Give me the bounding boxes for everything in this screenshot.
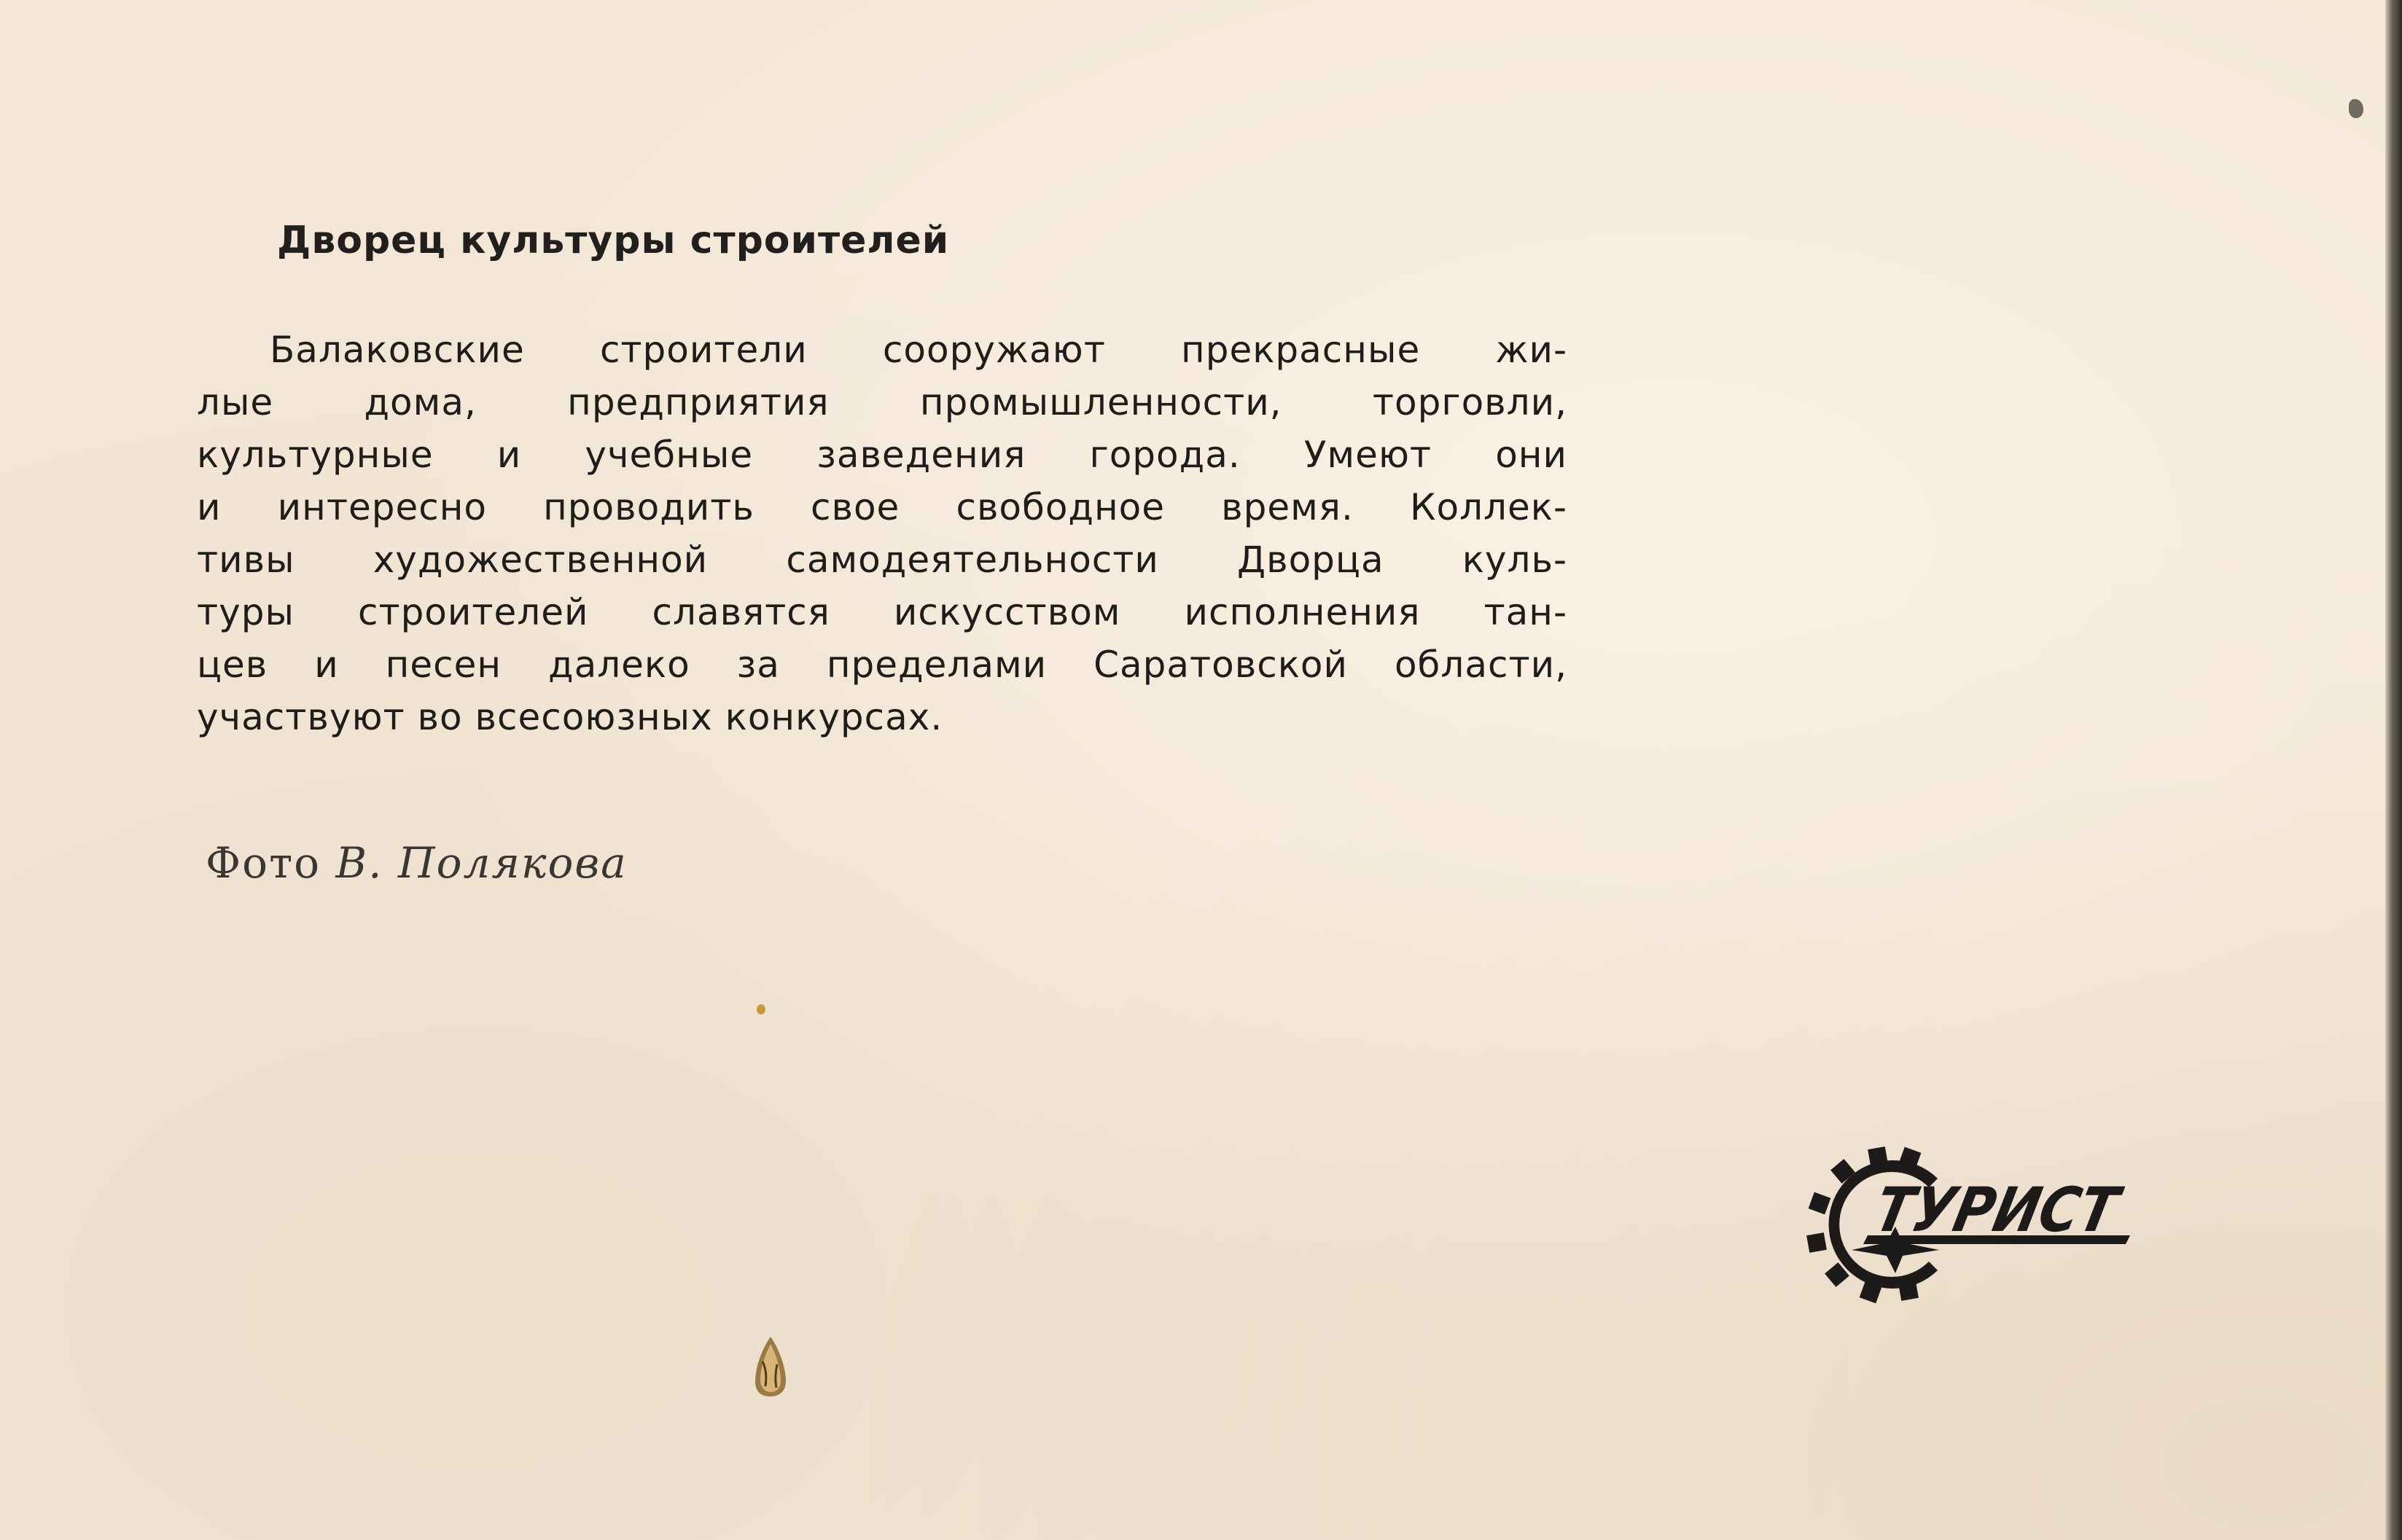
paper-blemish xyxy=(752,1335,789,1398)
paragraph-line: культурные и учебные заведения города. Умеют они xyxy=(197,434,1567,476)
card-title: Дворец культуры строителей xyxy=(277,219,950,262)
photo-credit xyxy=(206,838,628,888)
paper-mark xyxy=(2349,99,2363,118)
paper-speck xyxy=(757,1004,765,1015)
paragraph-line: участвуют во всесоюзных конкурсах. xyxy=(197,696,943,738)
paragraph-line: лые дома, предприятия промышленности, торговли, xyxy=(197,381,1567,423)
paragraph-line: туры строителей славятся искусством исполнения тан- xyxy=(197,591,1567,633)
logo-wordmark: ТУРИСТ xyxy=(1868,1174,2156,1246)
description-paragraph xyxy=(197,324,1567,743)
photo-credit-author: В. Полякова xyxy=(335,838,628,888)
paragraph-line: тивы художественной самодеятельности Дворца куль- xyxy=(197,539,1567,581)
paragraph-line: Балаковские строители сооружают прекрасные жи- xyxy=(270,329,1567,371)
publisher-logo xyxy=(1801,1141,2165,1308)
photo-credit-prefix: Фото xyxy=(206,838,321,888)
scan-edge xyxy=(2385,0,2402,1540)
paragraph-line: цев и песен далеко за пределами Саратовской области, xyxy=(197,644,1567,686)
paragraph-line: и интересно проводить свое свободное время. Коллек- xyxy=(197,486,1567,528)
